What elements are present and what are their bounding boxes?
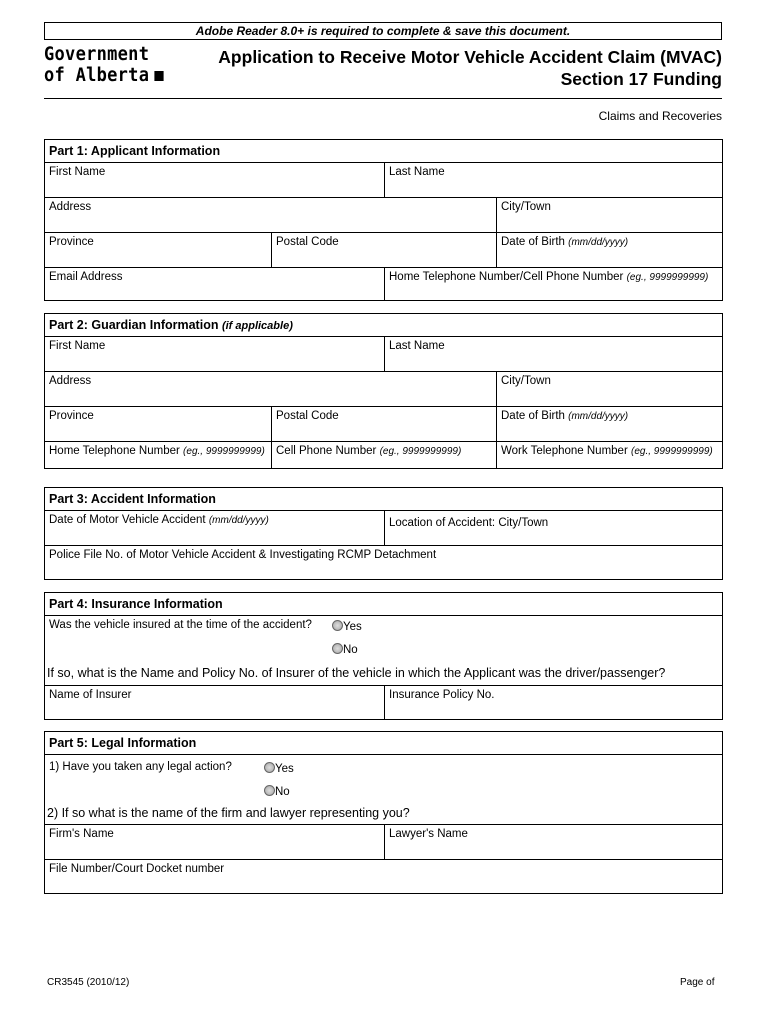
part3-date-row [45,510,722,546]
header-divider [44,98,722,99]
part5-firm-label: Firm's Name [49,828,114,840]
part2-province-field[interactable] [45,407,272,442]
part2-province-label: Province [49,410,94,422]
form-code: CR3545 (2010/12) [47,977,130,988]
part2-header-text: Part 2: Guardian Information [49,318,219,332]
part4-yes-radio-icon[interactable] [332,620,343,631]
part5-yes-radio-icon[interactable] [264,762,275,773]
part5-question-area [45,754,722,825]
part2-guardian-section [44,313,723,469]
part2-dob-label: Date of Birth [501,410,565,422]
part2-last-name-label: Last Name [389,340,445,352]
part2-address-label: Address [49,375,92,387]
part1-name-row [45,162,722,198]
part1-province-row [45,232,722,268]
part2-province-row [45,406,722,442]
part5-lawyer-field[interactable] [385,825,722,860]
part1-header: Part 1: Applicant Information [49,144,221,158]
part2-dob-hint: (mm/dd/yyyy) [568,411,629,422]
part2-cell-phone-label: Cell Phone Number [276,445,377,457]
part1-email-field[interactable] [45,268,385,300]
part1-phone-hint: (eg., 9999999999) [626,272,709,283]
part1-first-name-label: First Name [49,166,106,178]
part1-last-name-field[interactable] [385,163,722,198]
logo-line-2-text: of Alberta [44,65,150,86]
part2-home-phone-label: Home Telephone Number [49,445,180,457]
part1-address-row [45,197,722,233]
part4-yes-label: Yes [343,621,362,633]
part2-cell-phone-field[interactable] [272,442,497,468]
part1-city-field[interactable] [497,198,722,233]
part3-location-label: Location of Accident: City/Town [389,517,549,529]
part3-date-hint: (mm/dd/yyyy) [208,515,269,526]
part3-location-field[interactable] [385,511,722,546]
part2-phone-row [45,441,722,468]
part5-no-radio-icon[interactable] [264,785,275,796]
page-number: Page of [680,977,715,988]
part2-address-row [45,371,722,407]
form-title-line-2: Section 17 Funding [560,69,722,89]
part4-question-label: Was the vehicle insured at the time of the accident? [49,619,312,631]
part1-first-name-field[interactable] [45,163,385,198]
part1-address-label: Address [49,201,92,213]
part5-no-label: No [275,786,290,798]
part3-police-row [45,545,722,579]
part1-email-label: Email Address [49,271,123,283]
part3-police-label: Police File No. of Motor Vehicle Accident & Investigating RCMP Detachment [49,549,437,561]
part4-policy-field[interactable] [385,686,722,719]
part2-header-hint: (if applicable) [221,320,293,332]
part5-header: Part 5: Legal Information [49,736,197,750]
part2-city-field[interactable] [497,372,722,407]
part2-work-phone-field[interactable] [497,442,722,468]
part1-province-label: Province [49,236,94,248]
logo-line-1: Government [44,44,150,65]
part4-followup-text: If so, what is the Name and Policy No. of Insurer of the vehicle in which the Applicant was the driver/passenger? [47,666,666,680]
part1-dob-hint: (mm/dd/yyyy) [568,237,629,248]
part4-insurer-field[interactable] [45,686,385,719]
part1-city-label: City/Town [501,201,551,213]
part2-cell-phone-hint: (eg., 9999999999) [379,446,462,457]
part4-question-area [45,615,722,686]
part1-address-field[interactable] [45,198,497,233]
part4-no-label: No [343,644,358,656]
part5-firm-row [45,824,722,860]
part2-first-name-label: First Name [49,340,106,352]
form-title-line-1: Application to Receive Motor Vehicle Accident Claim (MVAC) [218,47,722,67]
part4-no-radio-icon[interactable] [332,643,343,654]
government-of-alberta-logo [44,44,174,86]
part3-header: Part 3: Accident Information [49,492,216,506]
part4-yes-option[interactable] [332,620,362,633]
department-name: Claims and Recoveries [598,109,722,123]
part2-name-row [45,336,722,372]
part1-last-name-label: Last Name [389,166,445,178]
part1-phone-field[interactable] [385,268,722,300]
part2-work-phone-hint: (eg., 9999999999) [630,446,713,457]
part5-yes-label: Yes [275,763,294,775]
part1-applicant-section [44,139,723,301]
part5-firm-field[interactable] [45,825,385,860]
part1-dob-label: Date of Birth [501,236,565,248]
part2-header [45,314,293,337]
part4-insurance-section [44,592,723,720]
part2-postal-field[interactable] [272,407,497,442]
part5-followup-text: 2) If so what is the name of the firm and lawyer representing you? [47,806,410,820]
part5-lawyer-label: Lawyer's Name [389,828,468,840]
part2-postal-label: Postal Code [276,410,339,422]
part2-home-phone-field[interactable] [45,442,272,468]
part5-no-option[interactable] [264,785,290,798]
part1-postal-label: Postal Code [276,236,339,248]
part2-first-name-field[interactable] [45,337,385,372]
part1-dob-field[interactable] [497,233,722,268]
part4-header: Part 4: Insurance Information [49,597,223,611]
part4-insurer-label: Name of Insurer [49,689,132,701]
part3-date-field[interactable] [45,511,385,546]
part2-city-label: City/Town [501,375,551,387]
part3-date-label: Date of Motor Vehicle Accident [49,514,206,526]
part5-yes-option[interactable] [264,762,294,775]
part2-home-phone-hint: (eg., 9999999999) [183,446,265,457]
part4-insurer-row [45,685,722,719]
form-title [218,46,722,90]
part4-no-option[interactable] [332,643,358,656]
part3-police-field[interactable] [45,546,722,579]
part5-file-number-label: File Number/Court Docket number [49,863,225,875]
part5-question-label: 1) Have you taken any legal action? [49,761,232,773]
part2-work-phone-label: Work Telephone Number [501,445,628,457]
part5-legal-section [44,731,723,894]
logo-square-icon [155,71,164,81]
part1-postal-field[interactable] [272,233,497,268]
part5-file-row [45,859,722,893]
part1-province-field[interactable] [45,233,272,268]
part1-contact-row [45,267,722,300]
part5-file-number-field[interactable] [45,860,722,893]
part2-address-field[interactable] [45,372,497,407]
part3-accident-section [44,487,723,580]
adobe-requirement-banner: Adobe Reader 8.0+ is required to complete & save this document. [44,22,722,40]
part2-last-name-field[interactable] [385,337,722,372]
part4-policy-label: Insurance Policy No. [389,689,495,701]
part1-phone-label: Home Telephone Number/Cell Phone Number [389,271,624,283]
part2-dob-field[interactable] [497,407,722,442]
logo-line-2 [44,65,164,86]
